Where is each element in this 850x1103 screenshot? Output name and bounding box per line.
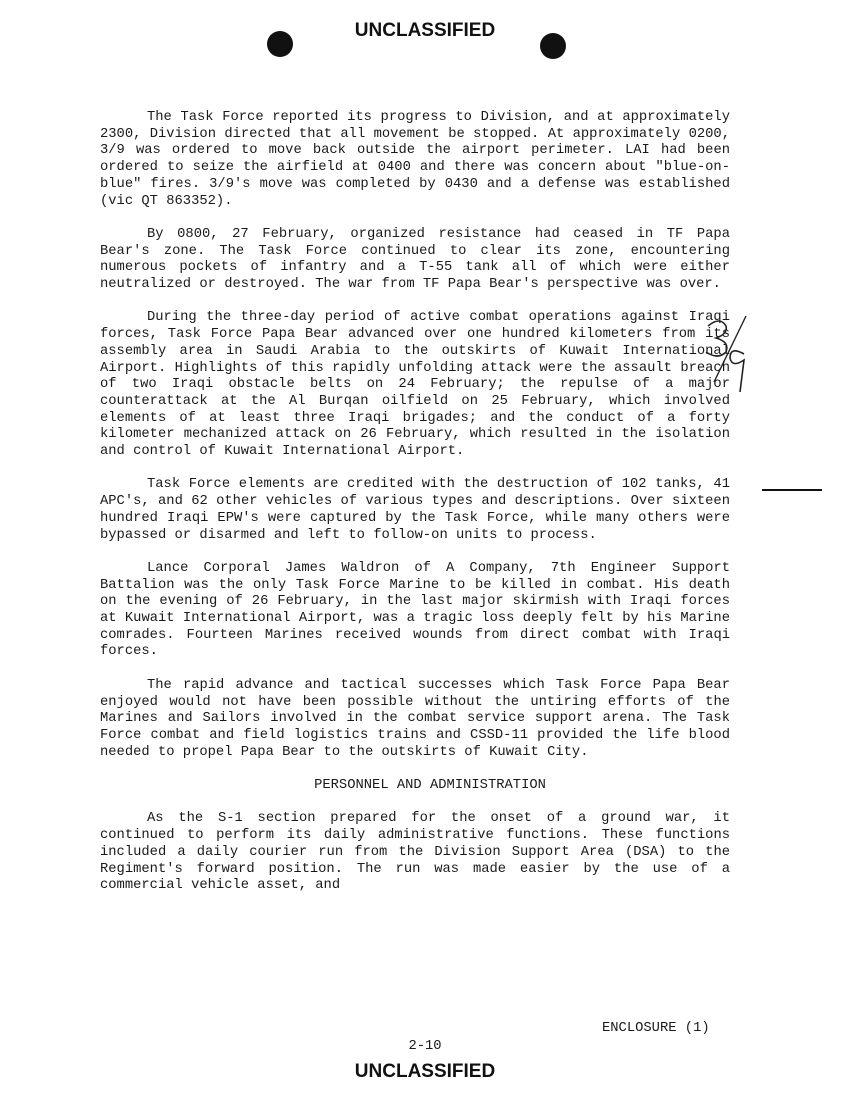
paragraph-3: During the three-day period of active combat operations against Iraqi forces, Task Force Papa Bear advanced over one hundred kilometers from its assembly area in Saudi Arabia to the outskirts of Kuwait International Airport. Highlights of this rapidly unfolding attack were the assault breach of two Iraqi obstacle belts on 24 February; the repulse of a major counterattack at the Al Burqan oilfield on 25 February, which involved elements of at least three Iraqi brigades; and the conduct of a forty kilometer mechanized attack on 26 February, which resulted in the isolation and control of Kuwait International Airport.: [100, 310, 730, 460]
punch-hole-left: [267, 31, 293, 57]
paragraph-1: The Task Force reported its progress to Division, and at approximately 2300, Division directed that all movement be stopped. At approximately 0200, 3/9 was ordered to move back outside the airport perimeter. LAI had been ordered to seize the airfield at 0400 and there was concern about "blue-on-blue" fires. 3/9's move was completed by 0430 and a defense was established (vic QT 863352).: [100, 110, 730, 209]
footer-classification: UNCLASSIFIED: [354, 1061, 496, 1082]
enclosure-label: ENCLOSURE (1): [602, 1021, 710, 1036]
paragraph-7: As the S-1 section prepared for the onset of a ground war, it continued to perform its daily administrative functions. These functions included a daily courier run from the Division Support Area (DSA) to the Regiment's forward position. The run was made easier by the use of a commercial vehicle asset, and: [100, 811, 730, 894]
handwritten-3-9-mark: [700, 312, 760, 402]
document-body: [100, 110, 730, 912]
page-number: 2-10: [408, 1039, 442, 1054]
margin-rule: [762, 489, 822, 491]
paragraph-5: Lance Corporal James Waldron of A Company, 7th Engineer Support Battalion was the only Task Force Marine to be killed in combat. His death on the evening of 26 February, in the last major skirmish with Iraqi forces at Kuwait International Airport, was a tragic loss deeply felt by his Marine comrades. Fourteen Marines received wounds from direct combat with Iraqi forces.: [100, 560, 730, 660]
header-classification: UNCLASSIFIED: [354, 20, 496, 41]
section-heading: PERSONNEL AND ADMINISTRATION: [314, 778, 546, 794]
paragraph-2: By 0800, 27 February, organized resistance had ceased in TF Papa Bear's zone. The Task Force continued to clear its zone, encountering numerous pockets of infantry and a T-55 tank all of which were either neutralized or destroyed. The war from TF Papa Bear's perspective was over.: [100, 226, 730, 293]
paragraph-6: The rapid advance and tactical successes which Task Force Papa Bear enjoyed would not have been possible without the untiring efforts of the Marines and Sailors involved in the combat service support arena. The Task Force combat and field logistics trains and CSSD-11 provided the life blood needed to propel Papa Bear to the outskirts of Kuwait City.: [100, 677, 730, 760]
paragraph-4: Task Force elements are credited with the destruction of 102 tanks, 41 APC's, and 62 other vehicles of various types and descriptions. Over sixteen hundred Iraqi EPW's were captured by the Task Force, while many others were bypassed or disarmed and left to follow-on units to process.: [100, 477, 730, 543]
punch-hole-right: [540, 33, 566, 59]
handwritten-margin-note: [700, 312, 760, 402]
